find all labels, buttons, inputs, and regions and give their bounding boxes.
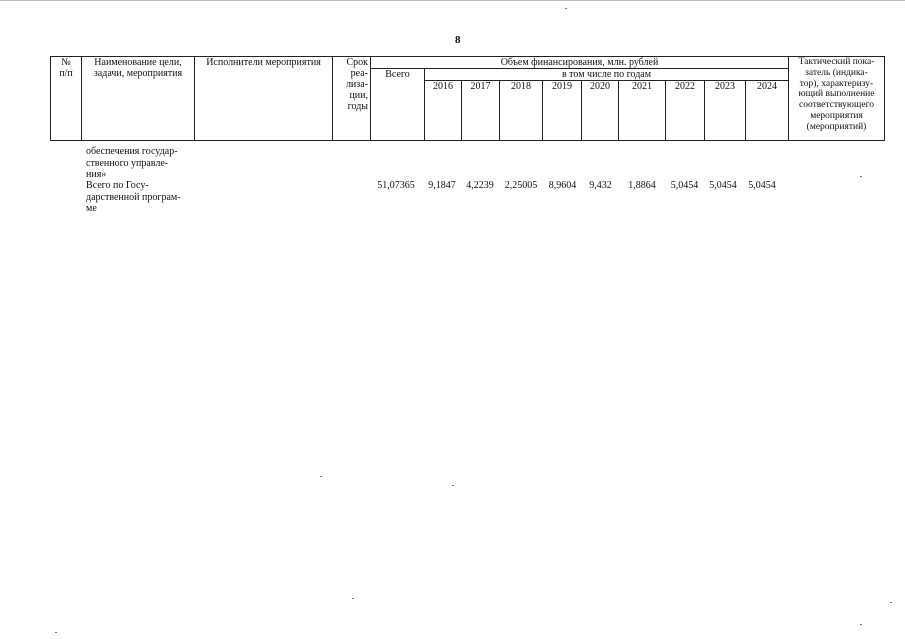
goal-continuation-text: обеспечения государ- ственного управле- ния» — [86, 146, 178, 180]
year-header: 2016 — [425, 81, 462, 141]
scan-speck — [565, 8, 567, 9]
year-header: 2024 — [746, 81, 789, 141]
top-page-edge — [0, 0, 905, 1]
year-header: 2018 — [500, 81, 543, 141]
program-table-header — [50, 56, 885, 141]
page-number: 8 — [455, 34, 461, 46]
year-header: 2021 — [619, 81, 666, 141]
col-by-years-header: в том числе по годам — [425, 69, 789, 81]
col-num-header: № п/п — [51, 57, 82, 141]
col-total-header: Всего — [371, 69, 425, 141]
year-value: 5,0454 — [748, 180, 776, 191]
year-value: 8,9604 — [548, 180, 577, 191]
year-value: 5,0454 — [709, 180, 737, 191]
scan-speck — [320, 476, 322, 477]
year-value: 9,1847 — [428, 180, 456, 191]
year-header: 2022 — [666, 81, 705, 141]
year-value: 5,0454 — [670, 180, 699, 191]
year-header: 2023 — [705, 81, 746, 141]
scan-speck — [55, 632, 57, 633]
total-value: 51,07365 — [377, 180, 415, 191]
col-funding-header: Объем финансирования, млн. рублей — [371, 57, 789, 69]
col-term-header: Срок реа- лиза- ции, годы — [333, 57, 371, 141]
year-value: 4,2239 — [466, 180, 494, 191]
scan-speck — [352, 598, 354, 599]
col-executors-header: Исполнители мероприятия — [195, 57, 333, 141]
scan-speck — [890, 602, 892, 603]
col-indicator-header: Тактический пока- затель (индика- тор), характеризу- ющий выполнение соответствующего мероприятия (мероприятий) — [789, 57, 885, 141]
year-header: 2019 — [543, 81, 582, 141]
scan-speck — [860, 624, 862, 625]
year-header: 2020 — [582, 81, 619, 141]
program-total-label: Всего по Госу- дарственной програм- ме — [86, 180, 181, 214]
col-name-header: Наименование цели, задачи, мероприятия — [82, 57, 195, 141]
year-header: 2017 — [462, 81, 500, 141]
scan-speck — [860, 176, 862, 177]
year-value: 1,8864 — [628, 180, 656, 191]
year-value: 2,25005 — [504, 180, 538, 191]
scan-speck — [452, 485, 454, 486]
year-value: 9,432 — [589, 180, 612, 191]
